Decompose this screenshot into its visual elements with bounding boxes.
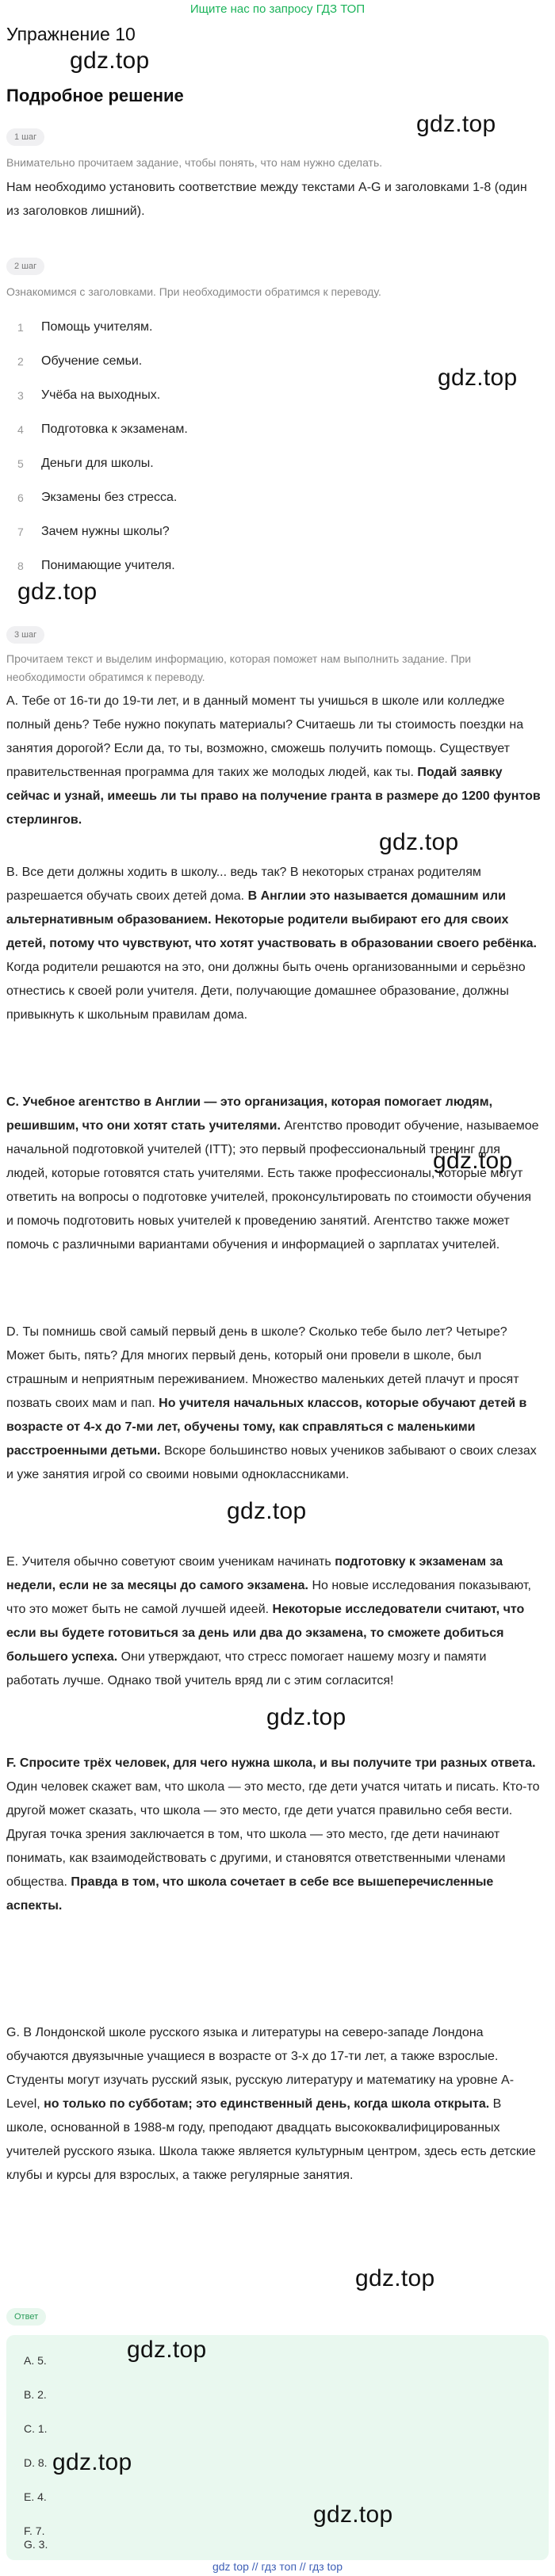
watermark: gdz.top: [266, 1704, 346, 1730]
watermark: gdz.top: [416, 111, 496, 137]
text-c: C. Учебное агентство в Англии — это организация, которая помогает людям, решившим, что они хотят стать учителями. Агентство проводит обучение, называемое начальной подготовкой учителей (ITT); это первый профессиональный тренинг для людей, которые готовятся стать учителями. Есть также профессионалы, которые могут ответить на вопросы о подготовке учителей, проконсультировать по стоимости обучения и помочь подготовить новых учителей к проведению занятий. Агентство также может помочь с различными вариантами обучения и информацией о зарплатах учителей.: [6, 1095, 539, 1252]
step-1-text: Нам необходимо установить соответствие между текстами A-G и заголовками 1-8 (один из заголовков лишний).: [6, 181, 527, 218]
step-2-badge: 2 шаг: [6, 258, 44, 275]
text-a: A. Тебе от 16-ти до 19-ти лет, и в данный момент ты учишься в школе или колледже полный день? Тебе нужно покупать материалы? Считаешь ли ты стоимость поездки на занятия дорогой? Если да, то ты, возможно, сможешь получить помощь. Существует правительственная программа для таких же молодых людей, как ты. Подай заявку сейчас и узнай, имеешь ли ты право на получение гранта в размере до 1200 фунтов стерлингов.: [6, 694, 541, 827]
answer-item: A. 5.: [24, 2354, 47, 2367]
list-item: 7 Зачем нужны школы?: [17, 524, 170, 538]
watermark: gdz.top: [379, 829, 459, 855]
watermark: gdz.top: [355, 2265, 435, 2291]
text-f: F. Спросите трёх человек, для чего нужна школа, и вы получите три разных ответа. Один человек скажет вам, что школа — это место, где дети учатся читать и писать. Кто-то другой может сказать, что школа — это место, где дети учатся правильно себя вести. Другая точка зрения заключается в том, что школа — это место, где дети начинают понимать, как взаимодействовать с другими, и становятся ответственными членами общества. Правда в том, что школа сочетает в себе все вышеперечисленные аспекты.: [6, 1756, 540, 1913]
watermark: gdz.top: [438, 365, 518, 391]
answer-item: B. 2.: [24, 2388, 47, 2401]
list-item: 5 Деньги для школы.: [17, 456, 154, 470]
list-item: 8 Понимающие учителя.: [17, 558, 175, 572]
watermark: gdz.top: [127, 2337, 207, 2363]
list-item: 2 Обучение семьи.: [17, 354, 143, 368]
answer-item: F. 7.: [24, 2524, 45, 2537]
step-3-hint: Прочитаем текст и выделим информацию, которая поможет нам выполнить задание. При необходимости обратимся к переводу.: [6, 652, 472, 683]
text-g: G. В Лондонской школе русского языка и литературы на северо-западе Лондона обучаются двуязычные учащиеся в возрасте от 3-х до 17-ти лет, а также взрослые. Студенты могут изучать русский язык, русскую литературу и математику на уровне A-Level, но только по субботам; это единственный день, когда школа открыта. В школе, основанной в 1988-м году, преподают двадцать высококвалифицированных учителей русского языка. Школа также является культурным центром, здесь есть детские клубы и курсы для взрослых, а также регулярные занятия.: [6, 2026, 536, 2182]
answer-item: E. 4.: [24, 2490, 47, 2503]
watermark: gdz.top: [313, 2501, 393, 2528]
list-item: 4 Подготовка к экзаменам.: [17, 422, 188, 436]
headings-list: [6, 310, 530, 583]
answer-item: G. 3.: [24, 2538, 48, 2551]
answer-box: [6, 2335, 549, 2560]
step-2-hint: Ознакомимся с заголовками. При необходимости обратимся к переводу.: [6, 285, 381, 298]
watermark: gdz.top: [17, 579, 98, 605]
watermark: gdz.top: [70, 48, 150, 74]
footer-links[interactable]: gdz top // гдз топ // гдз top: [212, 2560, 343, 2573]
answer-item: C. 1.: [24, 2422, 48, 2435]
step-1-badge: 1 шаг: [6, 128, 44, 146]
list-item: 1 Помощь учителям.: [17, 319, 153, 334]
step-3-badge: 3 шаг: [6, 626, 44, 644]
answer-badge: Ответ: [6, 2308, 46, 2326]
text-d: D. Ты помнишь свой самый первый день в школе? Сколько тебе было лет? Четыре? Может быть, пять? Для многих первый день, который они провели в школе, был страшным и неприятным переживанием. Множество маленьких детей плачут и просят позвать своих мам и пап. Но учителя начальных классов, которые обучают детей в возрасте от 4-х до 7-ми лет, обучены тому, как справляться с маленькими расстроенными детьми. Вскоре большинство новых учеников забывают о своих слезах и уже занятия игрой со своими новыми одноклассниками.: [6, 1325, 537, 1481]
watermark: gdz.top: [52, 2449, 132, 2475]
answer-item: D. 8.: [24, 2456, 48, 2469]
text-e: E. Учителя обычно советуют своим ученикам начинать подготовку к экзаменам за недели, если не за месяцы до самого экзамена. Но новые исследования показывают, что это может быть не самой лучшей идеей. Некоторые исследователи считают, что если вы будете готовиться за день или два до экзамена, то сможете добиться большего успеха. Они утверждают, что стресс помогает нашему мозгу и памяти работать лучше. Однако твой учитель вряд ли с этим согласится!: [6, 1555, 531, 1687]
solution-title: Подробное решение: [6, 86, 184, 105]
list-item: 3 Учёба на выходных.: [17, 388, 161, 402]
search-hint-link[interactable]: Ищите нас по запросу ГДЗ ТОП: [189, 2, 366, 16]
text-b: B. Все дети должны ходить в школу... ведь так? В некоторых странах родителям разрешается обучать своих детей дома. В Англии это называется домашним или альтернативным образованием. Некоторые родители выбирают его для своих детей, потому что чувствуют, что хотят участвовать в образовании своего ребёнка. Когда родители решаются на это, они должны быть очень организованными и серьёзно отнестись к своей роли учителя. Дети, получающие домашнее образование, должны привыкнуть к школьным правилам дома.: [6, 866, 537, 1022]
watermark: gdz.top: [433, 1148, 513, 1174]
exercise-title: Упражнение 10: [6, 24, 136, 44]
step-1-hint: Внимательно прочитаем задание, чтобы понять, что нам нужно сделать.: [6, 156, 383, 169]
watermark: gdz.top: [227, 1498, 307, 1524]
list-item: 6 Экзамены без стресса.: [17, 490, 178, 504]
